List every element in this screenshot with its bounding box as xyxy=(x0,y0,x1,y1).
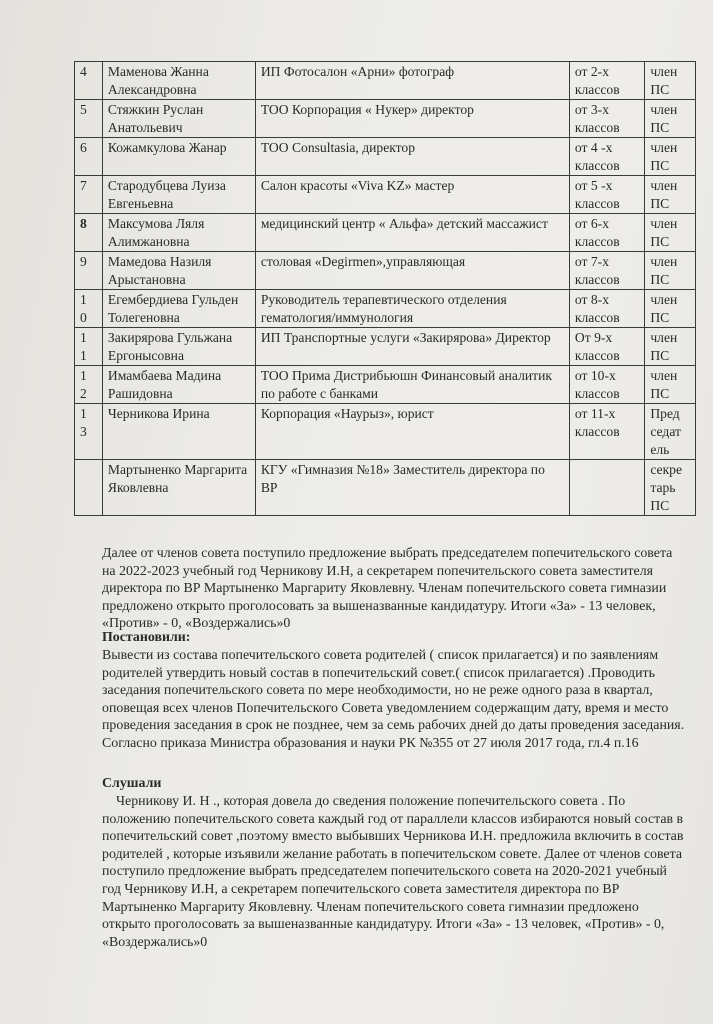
members-table xyxy=(74,61,696,516)
member-name: Закирярова Гульжана Ергонысовна xyxy=(102,328,255,366)
member-organization: ТОО Корпорация « Нукер» директор xyxy=(255,100,569,138)
member-organization: ТОО Consultasia, директор xyxy=(255,138,569,176)
heard-text-wrap xyxy=(102,793,687,951)
row-number xyxy=(75,138,103,176)
member-role: член ПС xyxy=(645,366,696,404)
member-name: Черникова Ирина xyxy=(102,404,255,460)
member-classes xyxy=(569,460,644,516)
member-classes: от 6-х классов xyxy=(569,214,644,252)
heard-paragraph xyxy=(102,793,687,951)
table-row xyxy=(75,460,696,516)
row-number xyxy=(75,328,103,366)
heard-text: Черникову И. Н ., которая довела до сведения положение попечительского совета . По положению попечительского совета каждый год от параллели классов избираются новый состав в попечительский совет ,поэтому вместо выбывших Черникова И.Н. предложила включить в состав родителей , которые изъявили желание работать в попечительском совете. Далее от членов совета поступило предложение выбрать председателем попечительского совета на 2020-2021 учебный год Черникову И.Н, а секретарем попечительского совета заместителя директора по ВР Мартыненко Маргариту Яковлевну. Членам попечительского совета гимназии предложено открыто проголосовать за вышеназванные кандидатуру. Итоги «За» - 13 человек, «Против» - 0, «Воздержались»0 xyxy=(102,794,684,950)
row-number-digit: 1 xyxy=(80,330,87,345)
table-row xyxy=(75,176,696,214)
table-row xyxy=(75,328,696,366)
member-organization: медицинский центр « Альфа» детский массажист xyxy=(255,214,569,252)
table-row xyxy=(75,366,696,404)
resolution-paragraph xyxy=(102,647,687,753)
member-classes: от 5 -х классов xyxy=(569,176,644,214)
member-organization: столовая «Degirmen»,управляющая xyxy=(255,252,569,290)
table-row xyxy=(75,62,696,100)
row-number xyxy=(75,366,103,404)
row-number-digit: 3 xyxy=(80,424,87,439)
table-row xyxy=(75,290,696,328)
member-role: член ПС xyxy=(645,100,696,138)
member-classes: от 8-х классов xyxy=(569,290,644,328)
row-number-digit: 1 xyxy=(80,406,87,421)
member-classes: от 10-х классов xyxy=(569,366,644,404)
member-role: член ПС xyxy=(645,252,696,290)
member-organization: КГУ «Гимназия №18» Заместитель директора по ВР xyxy=(255,460,569,516)
member-organization: Корпорация «Наурыз», юрист xyxy=(255,404,569,460)
member-classes: От 9-х классов xyxy=(569,328,644,366)
member-organization: ТОО Прима Дистрибьюшн Финансовый аналитик по работе с банками xyxy=(255,366,569,404)
row-number xyxy=(75,252,103,290)
member-classes: от 2-х классов xyxy=(569,62,644,100)
member-role: секре тарь ПС xyxy=(645,460,696,516)
member-classes: от 3-х классов xyxy=(569,100,644,138)
row-number xyxy=(75,290,103,328)
member-name: Мамедова Назиля Арыстановна xyxy=(102,252,255,290)
row-number-digit: 5 xyxy=(80,102,87,117)
member-role: Пред седат ель xyxy=(645,404,696,460)
member-role: член ПС xyxy=(645,62,696,100)
member-role: член ПС xyxy=(645,176,696,214)
member-role: член ПС xyxy=(645,138,696,176)
heard-heading: Слушали xyxy=(102,776,162,791)
member-classes: от 11-х классов xyxy=(569,404,644,460)
member-classes: от 4 -х классов xyxy=(569,138,644,176)
member-name: Стяжкин Руслан Анатольевич xyxy=(102,100,255,138)
proposal-paragraph xyxy=(102,545,687,633)
proposal-text: Далее от членов совета поступило предложение выбрать председателем попечительского совета на 2022-2023 учебный год Черникову И.Н, а секретарем попечительского совета заместителя директора по ВР Мартыненко Маргариту Яковлевну. Членам попечительского совета гимназии предложено открыто проголосовать за вышеназванные кандидатуру. Итоги «За» - 13 человек, «Против» - 0, «Воздержались»0 xyxy=(102,546,673,632)
table-row xyxy=(75,100,696,138)
heard-heading-block xyxy=(102,775,687,793)
member-classes: от 7-х классов xyxy=(569,252,644,290)
row-number-digit: 1 xyxy=(80,368,87,383)
table-row xyxy=(75,404,696,460)
table-row xyxy=(75,214,696,252)
row-number xyxy=(75,214,103,252)
member-organization: ИП Транспортные услуги «Закирярова» Директор xyxy=(255,328,569,366)
member-organization: ИП Фотосалон «Арни» фотограф xyxy=(255,62,569,100)
row-number-digit: 6 xyxy=(80,140,87,155)
row-number-digit: 8 xyxy=(80,216,87,231)
row-number-digit: 9 xyxy=(80,254,87,269)
resolved-heading-block xyxy=(102,629,687,647)
row-number-digit: 7 xyxy=(80,178,87,193)
member-organization: Руководитель терапевтического отделения гематология/иммунология xyxy=(255,290,569,328)
member-role: член ПС xyxy=(645,328,696,366)
member-organization: Салон красоты «Viva KZ» мастер xyxy=(255,176,569,214)
member-role: член ПС xyxy=(645,290,696,328)
member-name: Кожамкулова Жанар xyxy=(102,138,255,176)
row-number xyxy=(75,100,103,138)
row-number xyxy=(75,460,103,516)
row-number-digit: 1 xyxy=(80,292,87,307)
member-name: Максумова Ляля Алимжановна xyxy=(102,214,255,252)
member-name: Егембердиева Гульден Толегеновна xyxy=(102,290,255,328)
row-number-digit: 0 xyxy=(80,310,87,325)
row-number xyxy=(75,62,103,100)
member-name: Стародубцева Луиза Евгеньевна xyxy=(102,176,255,214)
row-number xyxy=(75,404,103,460)
row-number xyxy=(75,176,103,214)
row-number-digit: 4 xyxy=(80,64,87,79)
member-name: Мартыненко Маргарита Яковлевна xyxy=(102,460,255,516)
member-name: Маменова Жанна Александровна xyxy=(102,62,255,100)
member-role: член ПС xyxy=(645,214,696,252)
table-row xyxy=(75,252,696,290)
table-row xyxy=(75,138,696,176)
member-name: Имамбаева Мадина Рашидовна xyxy=(102,366,255,404)
row-number-digit: 2 xyxy=(80,386,87,401)
row-number-digit: 1 xyxy=(80,348,87,363)
resolution-text: Вывести из состава попечительского совета родителей ( список прилагается) и по заявлениям родителей утвердить новый состав в попечительский совет.( список прилагается) .Проводить заседания попечительского совета по мере необходимости, но не реже одного раза в квартал, оповещая всех членов Попечительского Совета уведомлением содержащим дату, время и место проведения заседания в срок не позднее, чем за семь рабочих дней до даты проведения заседания. Согласно приказа Министра образования и науки РК №355 от 27 июля 2017 года, гл.4 п.16 xyxy=(102,648,685,751)
resolved-heading: Постановили: xyxy=(102,630,191,645)
